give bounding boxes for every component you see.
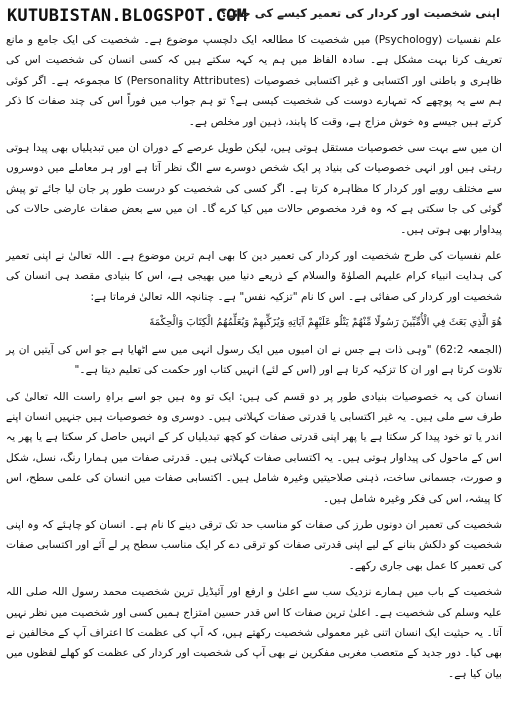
paragraph-traits: ان میں سے بہت سی خصوصیات مستقل ہوتی ہیں، لیکن طویل عرصے کے دوران ان میں تبدیلیاں بھی پیدا ہوتی رہتی ہیں اور انہی خصوصیات کی بنیاد پر ایک شخص دوسرے سے الگ نظر آتا ہے اور ہر معاملے میں دوسروں سے مختلف رویے اور کردار کا مظاہرہ کرتا ہے۔ اگر کسی کی شخصیت کو درست طور پر جان لیا جائے تو پیش گوئی کی جا سکتی ہے کہ وہ فرد مخصوص حالات میں کیا کرے گا۔ ان میں سے بعض صفات عارضی حالات کی پیداوار بھی ہوتی ہیں۔ xyxy=(6,142,502,236)
paragraph-psychology: علم نفسیات (Psychology) میں شخصیت کا مطالعہ ایک دلچسپ موضوع ہے۔ شخصیت کی ایک جامع و مانع تعریف کرنا بہت مشکل ہے۔ سادہ الفاظ میں ہم یہ کہہ سکتے ہیں کہ کسی انسان کی شخصیت اس کی ظاہری و باطنی اور اکتسابی و غیر اکتسابی خصوصیات (Personality Attributes) کا مجموعہ ہے۔ اگر کوئی ہم سے یہ پوچھے کہ تمہارے دوست کی شخصیت کیسی ہے؟ تو ہم جواب میں فوراً اس کی چند صفات کا ذکر کرتے ہیں جیسے وہ خوش مزاج ہے، وقت کا پابند، ذہین اور مخلص ہے۔ xyxy=(6,34,502,128)
article-title: اپنی شخصیت اور کردار کی تعمیر کیسے کی جائے؟ xyxy=(220,6,500,20)
site-watermark: KUTUBISTAN.BLOGSPOT.COM xyxy=(7,6,248,26)
verse-translation: (الجمعہ 62:2) "وہی ذات ہے جس نے ان امیوں میں ایک رسول انہی میں سے اٹھایا ہے جو اس کی آیتیں ان پر تلاوت کرتا ہے اور ان کا تزکیہ کرتا ہے اور (اس کے لئے) انہیں کتاب اور حکمت کی تعلیم دیتا ہے۔" xyxy=(6,343,502,377)
paragraph-ideal-personality: شخصیت کے باب میں ہمارے نزدیک سب سے اعلیٰ و ارفع اور آئیڈیل ترین شخصیت محمد رسول اللہ صلی اللہ علیہ وسلم کی شخصیت ہے۔ اعلیٰ ترین صفات کا اس قدر حسین امتزاج ہمیں کسی اور شخصیت میں نظر نہیں آتا۔ یہ حیثیت ایک انسان اتنی غیر معمولی شخصیت رکھتے ہیں، کہ آپ کی عظمت کا اعتراف آپ کے مخالفین نے بھی کیا۔ دور جدید کے متعصب مغربی مفکرین نے بھی آپ کی شخصیت اور کردار کی عظمت کو کھلے لفظوں میں بیان کیا ہے۔ xyxy=(6,586,502,680)
quran-verse: هُوَ الَّذِي بَعَثَ فِي الْأُمِّيِّينَ رَسُولًا مِّنْهُمْ يَتْلُو عَلَيْهِمْ آيَاتِهِ وَيُزَكِّيهِمْ وَيُعَلِّمُهُمُ الْكِتَابَ وَالْحِكْمَةَ xyxy=(149,317,502,329)
paragraph-personality-building: شخصیت کی تعمیر ان دونوں طرز کی صفات کو مناسب حد تک ترقی دینے کا نام ہے۔ انسان کو چاہئے کہ وہ اپنی شخصیت کو دلکش بنانے کے لیے اپنی قدرتی صفات کو ترقی دے کر ایک مناسب سطح پر لے آئے اور اکتسابی صفات کی تعمیر کا عمل بھی جاری رکھے۔ xyxy=(6,518,502,572)
article-body xyxy=(6,30,502,712)
paragraph-attribute-types: انسان کی یہ خصوصیات بنیادی طور پر دو قسم کی ہیں: ایک تو وہ ہیں جو اسے براہِ راست اللہ تعالیٰ کی طرف سے ملی ہیں۔ یہ غیر اکتسابی یا قدرتی صفات کہلاتی ہیں۔ دوسری وہ خصوصیات ہیں جنہیں انسان اپنے اندر یا تو خود پیدا کر سکتا ہے یا پھر اپنی قدرتی صفات کو کچھ تبدیلیاں کر کے انہیں حاصل کر سکتا ہے یا پھر یہ اس کے ماحول کی پیداوار ہوتی ہیں۔ یہ اکتسابی صفات کہلاتی ہیں۔ قدرتی صفات میں ہمارا رنگ، نسل، شکل و صورت، جسمانی ساخت، ذہنی صلاحیتیں وغیرہ شامل ہیں۔ اکتسابی صفات میں انسان کی علمی سطح، اس کا پیشہ، اس کی فکر وغیرہ شامل ہیں۔ xyxy=(6,390,502,505)
paragraph-religion: علم نفسیات کی طرح شخصیت اور کردار کی تعمیر دین کا بھی اہم ترین موضوع ہے۔ اللہ تعالیٰ نے اپنی تعمیر کی ہدایت انبیاء کرام علیہم الصلوٰۃ والسلام کے ذریعے دنیا میں بھیجی ہے، اس کا بنیادی مقصد ہی انسان کی شخصیت اور کردار کی صفائی ہے۔ اس کا نام "تزکیہ نفس" ہے۔ چنانچہ اللہ تعالیٰ فرماتا ہے: xyxy=(6,250,502,303)
